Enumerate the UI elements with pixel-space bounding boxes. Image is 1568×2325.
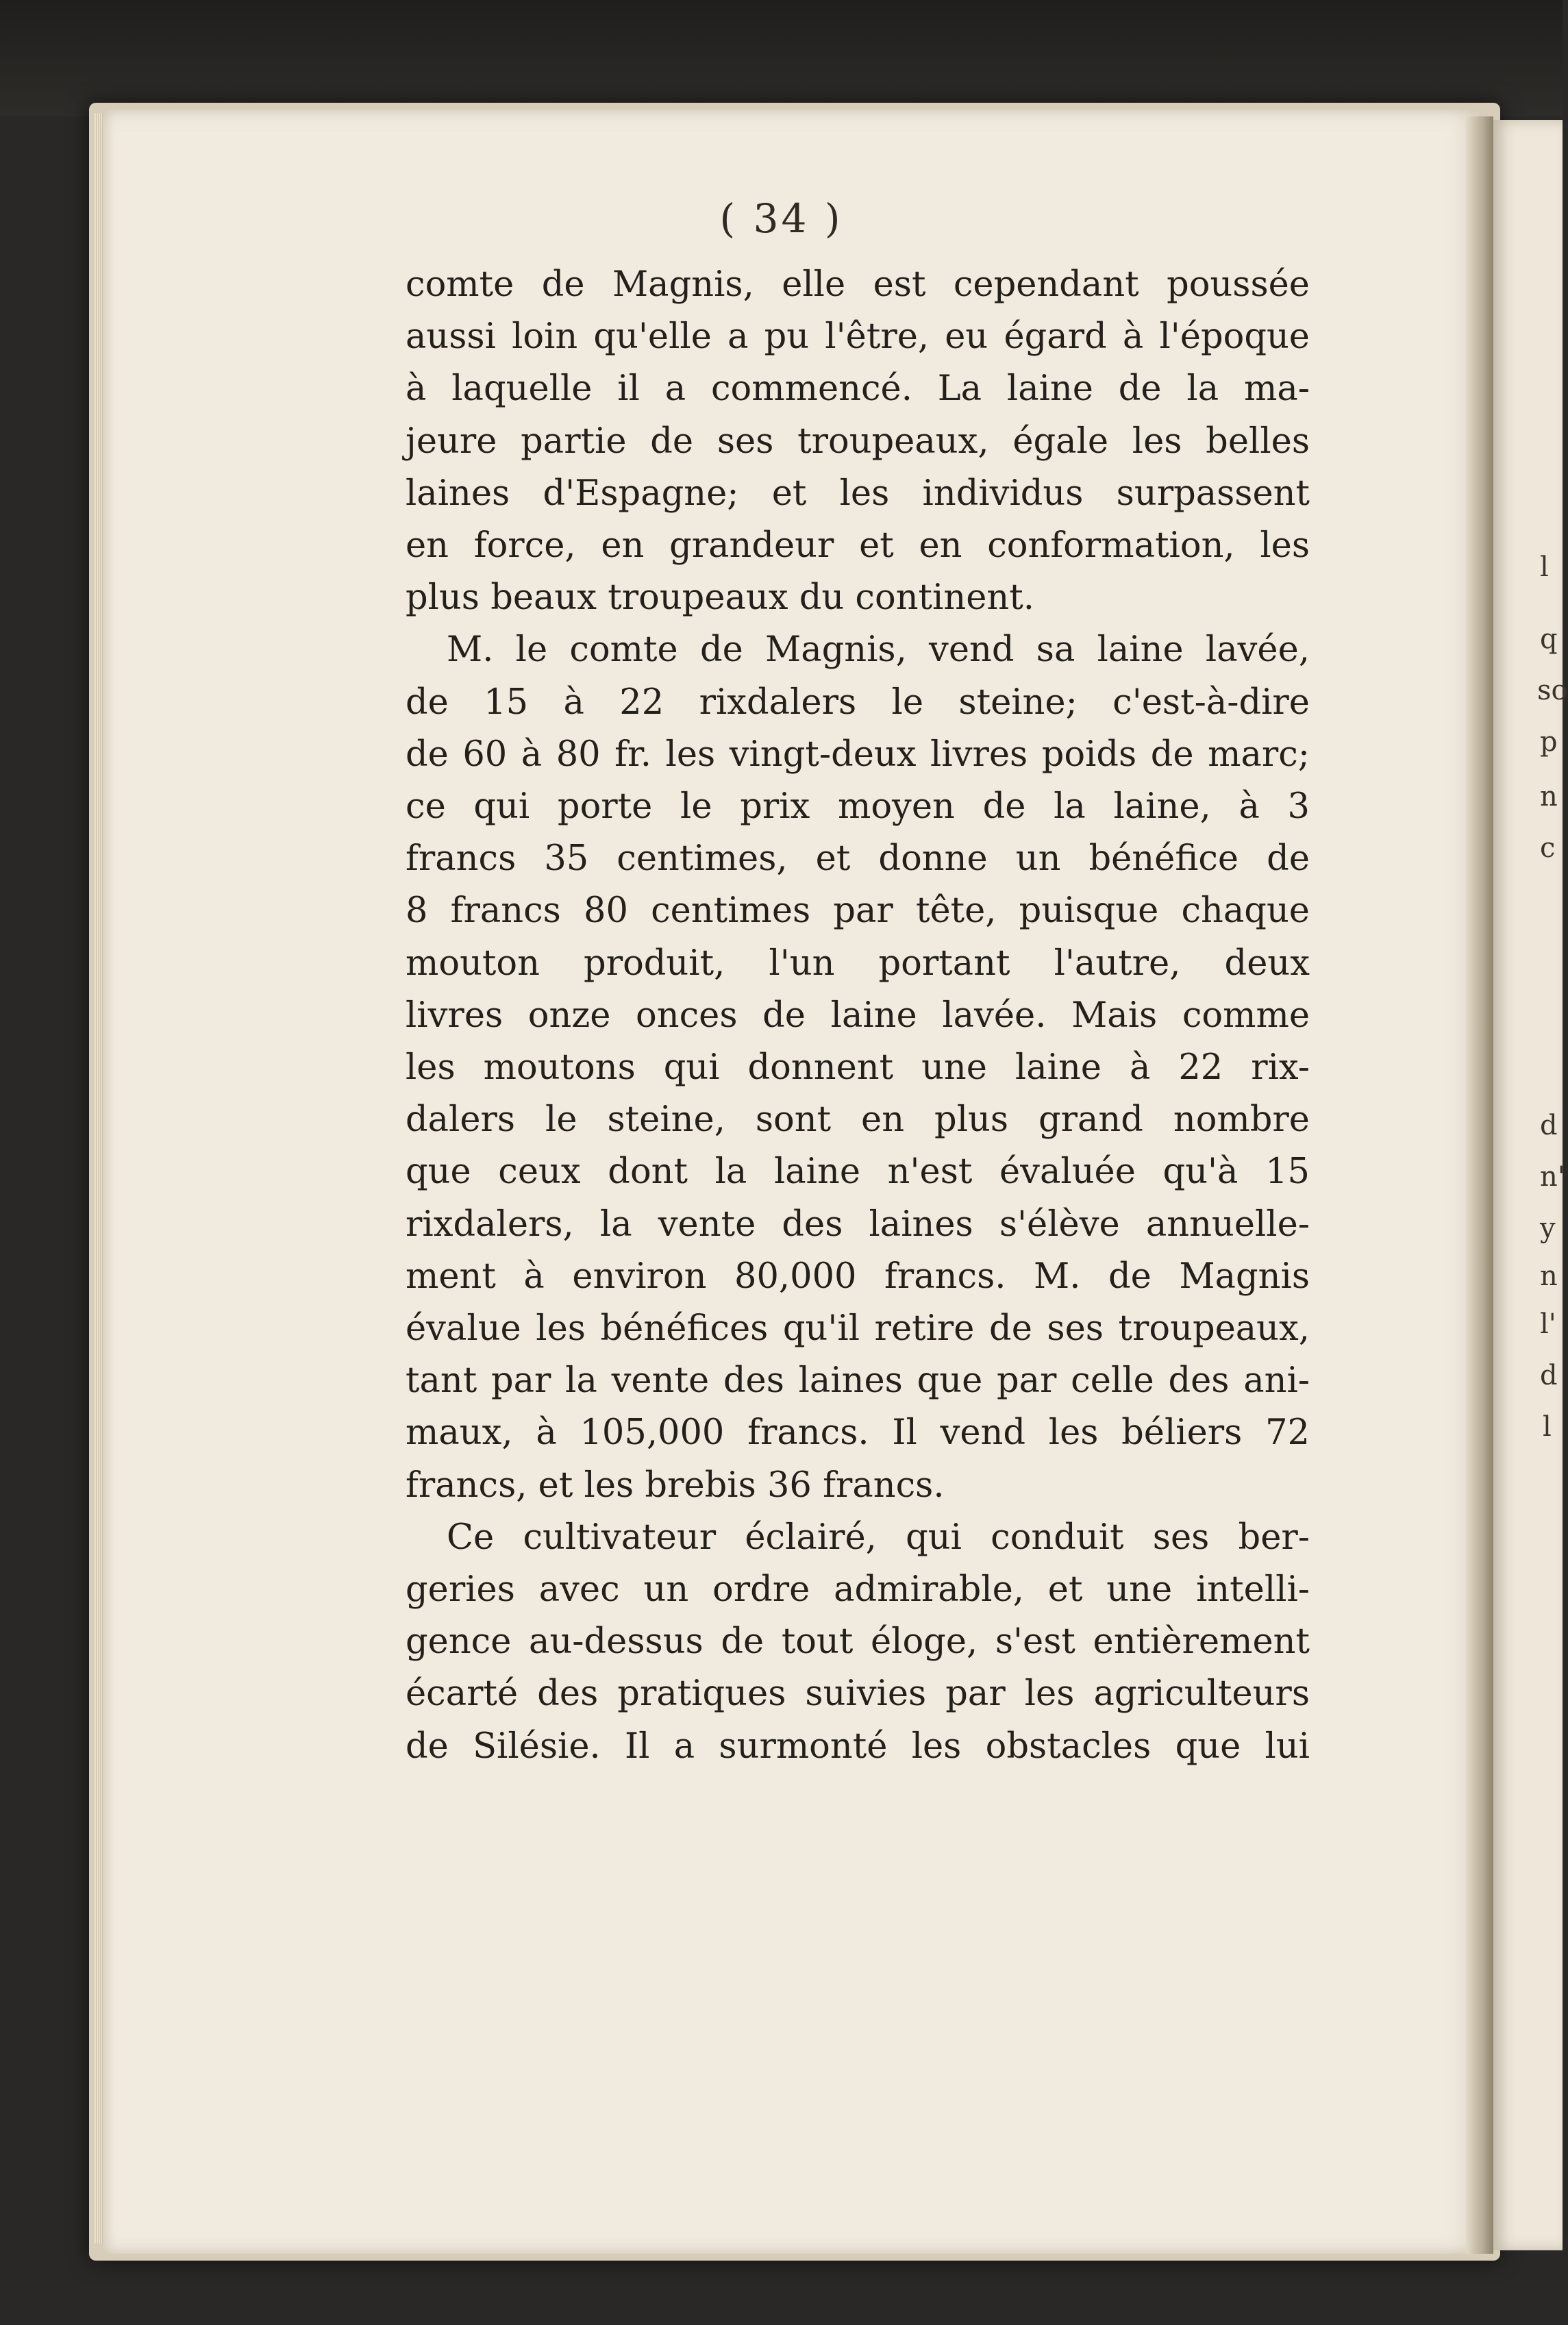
text-line: gence au-dessus de tout éloge, s'est entièrement (406, 1621, 1310, 1663)
text-line: de 15 à 22 rixdalers le steine; c'est-à-dire (406, 682, 1310, 723)
text-line: 8 francs 80 centimes par tête, puisque chaque (406, 891, 1310, 932)
body-text (406, 259, 1310, 1773)
facing-page-fragment: q (1540, 623, 1558, 655)
text-line: plus beaux troupeaux du continent. (406, 577, 1034, 619)
text-line: de Silésie. Il a surmonté les obstacles que lui (406, 1726, 1310, 1767)
text-line: aussi loin qu'elle a pu l'être, eu égard à l'époque (406, 316, 1310, 358)
text-line: laines d'Espagne; et les individus surpassent (406, 473, 1310, 514)
text-line: tant par la vente des laines que par celle des ani- (406, 1360, 1310, 1402)
facing-page-fragment: l' (1540, 1308, 1556, 1340)
text-line: en force, en grandeur et en conformation, les (406, 525, 1310, 567)
background (0, 0, 1563, 116)
text-line: francs 35 centimes, et donne un bénéfice de (406, 838, 1310, 880)
facing-page-fragment: c (1540, 832, 1556, 864)
text-line: que ceux dont la laine n'est évaluée qu'à 15 (406, 1152, 1310, 1193)
text-line: ment à environ 80,000 francs. M. de Magnis (406, 1256, 1310, 1297)
facing-page-fragment: so (1537, 675, 1568, 706)
facing-page-fragment: l (1543, 1411, 1552, 1443)
facing-page-fragment: y (1540, 1213, 1556, 1244)
text-line: les moutons qui donnent une laine à 22 rix- (406, 1047, 1310, 1089)
text-line: geries avec un ordre admirable, et une intelli- (406, 1569, 1310, 1611)
facing-page-fragment: p (1540, 726, 1558, 758)
facing-page-fragment: d (1540, 1360, 1558, 1391)
text-line: M. le comte de Magnis, vend sa laine lavée, (447, 630, 1310, 671)
facing-page-fragment: d (1540, 1110, 1558, 1141)
text-line: de 60 à 80 fr. les vingt-deux livres poids de marc; (406, 734, 1310, 775)
text-line: mouton produit, l'un portant l'autre, deux (406, 943, 1310, 984)
text-line: comte de Magnis, elle est cependant poussée (406, 264, 1310, 305)
facing-page-fragment: n (1540, 1260, 1558, 1292)
text-line: livres onze onces de laine lavée. Mais comme (406, 995, 1310, 1036)
text-line: écarté des pratiques suivies par les agriculteurs (406, 1674, 1310, 1715)
text-line: francs, et les brebis 36 francs. (406, 1465, 945, 1506)
text-line: rixdalers, la vente des laines s'élève annuelle- (406, 1204, 1310, 1245)
book-gutter (1466, 116, 1493, 2254)
text-line: ce qui porte le prix moyen de la laine, à 3 (406, 786, 1310, 828)
text-line: jeure partie de ses troupeaux, égale les belles (406, 421, 1310, 462)
facing-page-fragment: n' (1540, 1161, 1565, 1193)
text-line: dalers le steine, sont en plus grand nombre (406, 1099, 1310, 1141)
text-line: maux, à 105,000 francs. Il vend les béliers 72 (406, 1413, 1310, 1454)
facing-page-fragment: n (1540, 781, 1558, 812)
facing-page-fragment: l (1540, 551, 1549, 583)
text-line: Ce cultivateur éclairé, qui conduit ses ber- (447, 1517, 1310, 1558)
page-number: ( 34 ) (719, 195, 843, 242)
text-line: évalue les bénéfices qu'il retire de ses troupeaux, (406, 1308, 1310, 1350)
text-line: à laquelle il a commencé. La laine de la ma- (406, 369, 1310, 410)
